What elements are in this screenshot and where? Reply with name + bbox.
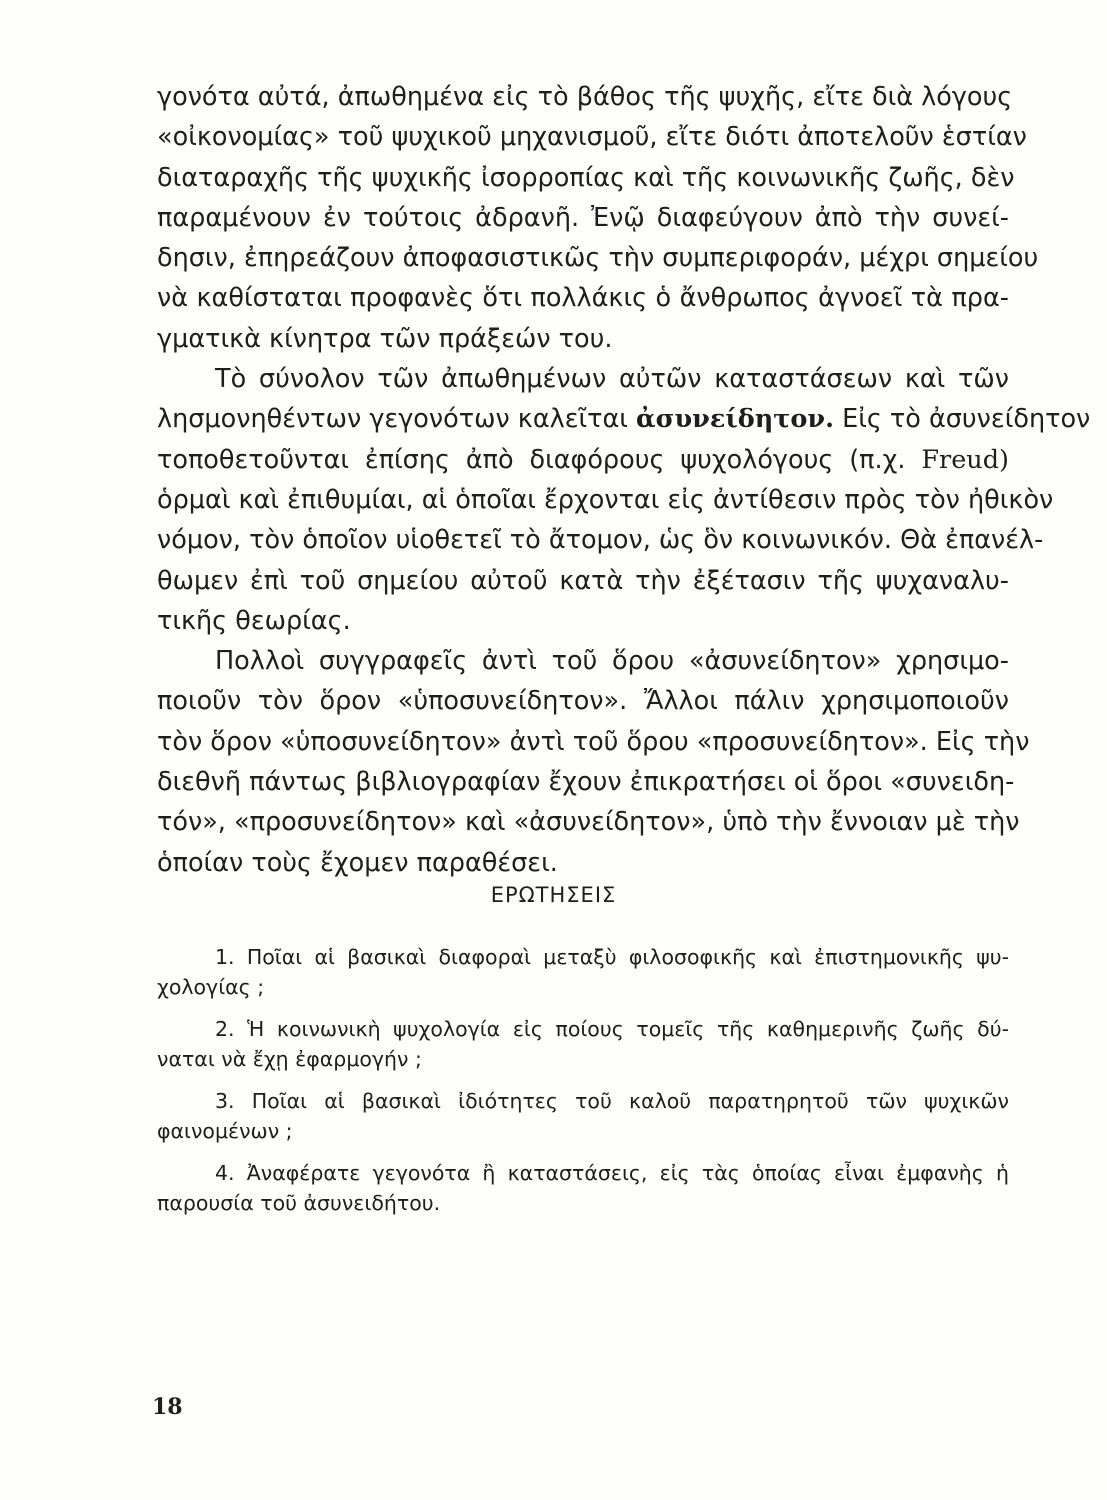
- question-item: [157, 1086, 1009, 1146]
- body-text: [157, 77, 1091, 883]
- name-freud: Freud): [921, 444, 1009, 475]
- text-line: παραμένουν ἐν τούτοις ἀδρανῆ. Ἐνῷ διαφεύγουν ἀπὸ τὴν συνεί-: [157, 202, 1009, 233]
- paragraph-start: Πολλοὶ συγγραφεῖς ἀντὶ τοῦ ὅρου «ἀσυνείδητον» χρησιμο-: [215, 646, 1009, 677]
- question-item: [157, 1014, 1009, 1074]
- text-line: «οἰκονομίας» τοῦ ψυχικοῦ μηχανισμοῦ, εἴτε διότι ἀποτελοῦν ἑστίαν: [157, 122, 1027, 153]
- question-line: φαινομένων ;: [157, 1119, 293, 1143]
- question-line: 1. Ποῖαι αἱ βασικαὶ διαφοραὶ μεταξὺ φιλοσοφικῆς καὶ ἐπιστημονικῆς ψυ-: [215, 945, 1009, 969]
- term-unconscious: ἀσυνείδητον.: [636, 404, 834, 435]
- question-line: 3. Ποῖαι αἱ βασικαὶ ἰδιότητες τοῦ καλοῦ παρατηρητοῦ τῶν ψυχικῶν: [215, 1089, 1009, 1113]
- question-line: 2. Ἡ κοινωνικὴ ψυχολογία εἰς ποίους τομεῖς τῆς καθημερινῆς ζωῆς δύ-: [215, 1017, 1009, 1041]
- question-line: 4. Ἀναφέρατε γεγονότα ἢ καταστάσεις, εἰς τὰς ὁποίας εἶναι ἐμφανὴς ἡ: [215, 1161, 1009, 1185]
- question-line: χολογίας ;: [157, 975, 265, 999]
- text-line: [157, 399, 1091, 439]
- text-line: ὁρμαὶ καὶ ἐπιθυμίαι, αἱ ὁποῖαι ἔρχονται εἰς ἀντίθεσιν πρὸς τὸν ἠθικὸν: [157, 484, 1054, 515]
- page-number: 18: [152, 1394, 183, 1420]
- text-fragment: Εἰς τὸ ἀσυνείδητον: [833, 404, 1091, 435]
- text-line: τὸν ὅρον «ὑποσυνείδητον» ἀντὶ τοῦ ὅρου «προσυνείδητον». Εἰς τὴν: [157, 726, 1030, 757]
- text-line: γονότα αὐτά, ἀπωθημένα εἰς τὸ βάθος τῆς ψυχῆς, εἴτε διὰ λόγους: [157, 82, 1013, 112]
- text-line: γματικὰ κίνητρα τῶν πράξεών του.: [157, 323, 613, 354]
- text-line: τικῆς θεωρίας.: [157, 605, 351, 636]
- text-line: νόμον, τὸν ὁποῖον υἱοθετεῖ τὸ ἄτομον, ὡς ὃν κοινωνικόν. Θὰ ἐπανέλ-: [157, 525, 1044, 556]
- question-line: ναται νὰ ἔχῃ ἐφαρμογήν ;: [157, 1047, 422, 1071]
- text-line: διαταραχῆς τῆς ψυχικῆς ἰσορροπίας καὶ τῆς κοινωνικῆς ζωῆς, δὲν: [157, 162, 1015, 193]
- question-line: παρουσία τοῦ ἀσυνειδήτου.: [157, 1191, 441, 1215]
- text-line: ποιοῦν τὸν ὅρον «ὑποσυνείδητον». Ἄλλοι πάλιν χρησιμοποιοῦν: [157, 686, 1009, 717]
- questions-heading: ΕΡΩΤΗΣΕΙΣ: [490, 883, 617, 907]
- questions-list: [157, 942, 1009, 1230]
- question-item: [157, 1158, 1009, 1218]
- question-item: [157, 942, 1009, 1002]
- text-line: τόν», «προσυνείδητον» καὶ «ἀσυνείδητον», ὑπὸ τὴν ἔννοιαν μὲ τὴν: [157, 807, 1020, 838]
- text-fragment: λησμονηθέντων γεγονότων καλεῖται: [157, 404, 637, 435]
- paragraph-start: Τὸ σύνολον τῶν ἀπωθημένων αὐτῶν καταστάσεων καὶ τῶν: [215, 364, 1009, 395]
- text-fragment: τοποθετοῦνται ἐπίσης ἀπὸ διαφόρους ψυχολόγους (π.χ.: [157, 444, 922, 475]
- text-line: [157, 440, 1009, 480]
- text-line: δησιν, ἐπηρεάζουν ἀποφασιστικῶς τὴν συμπεριφοράν, μέχρι σημείου: [157, 243, 1039, 274]
- text-line: διεθνῆ πάντως βιβλιογραφίαν ἔχουν ἐπικρατήσει οἱ ὅροι «συνειδη-: [157, 767, 1015, 798]
- text-line: ὁποίαν τοὺς ἔχομεν παραθέσει.: [157, 847, 558, 878]
- text-line: νὰ καθίσταται προφανὲς ὅτι πολλάκις ὁ ἄνθρωπος ἀγνοεῖ τὰ πρα-: [157, 283, 1009, 314]
- text-line: θωμεν ἐπὶ τοῦ σημείου αὐτοῦ κατὰ τὴν ἐξέτασιν τῆς ψυχαναλυ-: [157, 565, 1009, 596]
